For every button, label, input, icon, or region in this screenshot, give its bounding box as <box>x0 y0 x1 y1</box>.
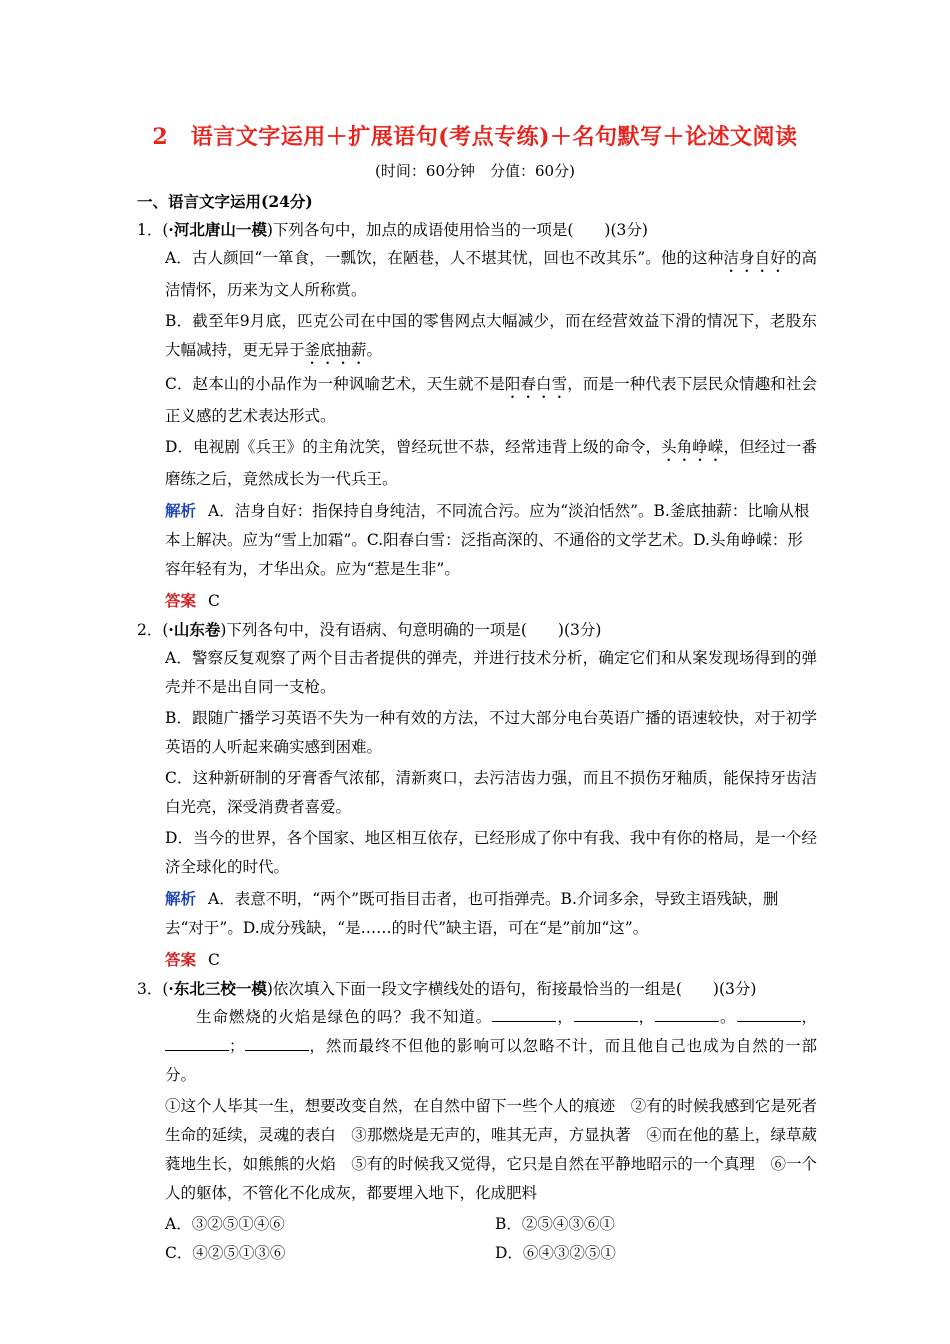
punct: ； <box>229 1037 245 1055</box>
question-source: ·河北唐山一模 <box>168 220 267 239</box>
punct: ， <box>637 1008 656 1026</box>
question-number: 2．( <box>137 621 169 639</box>
option-text: B．截至年9月底，匹克公司在中国的零售网点大幅减少，而在经营效益下滑的情况下，老股东大幅减持，更无异于 <box>165 312 817 359</box>
fill-blank <box>245 1036 309 1051</box>
passage <box>137 1003 817 1090</box>
question-text: )依次填入下面一段文字横线处的语句，衔接最恰当的一组是( )(3分) <box>266 980 757 998</box>
fill-blank <box>492 1007 556 1022</box>
answer-label: 答案 <box>165 591 197 610</box>
option-c <box>137 370 817 431</box>
option-text: ，而是一种代表下层民众情趣和社会正义感的艺术表达形式。 <box>165 375 817 425</box>
question-2-stem <box>137 618 817 642</box>
fill-blank <box>737 1007 801 1022</box>
option-c: C．这种新研制的牙膏香气浓郁，清新爽口，去污洁齿力强，而且不损伤牙釉质，能保持牙齿洁白光亮，深受消费者喜爱。 <box>165 769 817 816</box>
option-c: C．④②⑤①③⑥ <box>165 1244 286 1262</box>
content <box>137 190 817 1268</box>
answer <box>137 945 817 975</box>
punct: ， <box>800 1008 817 1026</box>
question-text: )下列各句中，加点的成语使用恰当的一项是( )(3分) <box>266 221 648 239</box>
numbered-items: ①这个人毕其一生，想要改变自然，在自然中留下一些个人的痕迹 ②有的时候我感到它是死者生命的延续，灵魂的表白 ③那燃烧是无声的，唯其无声，方显执著 ④而在他的墓上，绿草葳蕤地生长，如熊熊的火焰 ⑤有的时候我又觉得，它只是自然在平静地昭示的一个真理 ⑥一个人的躯体，不管化不化成灰，都要埋入地下，化成肥料 <box>165 1097 817 1202</box>
punct: 。 <box>719 1008 737 1026</box>
dotted-idiom: 阳春白雪 <box>504 375 568 393</box>
analysis-text: A．表意不明，“两个”既可指目击者，也可指弹壳。B.介词多余，导致主语残缺，删去“对于”。D.成分残缺，“是……的时代”缺主语，可在“是”前加“这”。 <box>165 890 779 937</box>
fill-blank <box>655 1007 719 1022</box>
dotted-idiom: 釜底抽薪 <box>304 341 367 359</box>
page-title: 2 语言文字运用＋扩展语句(考点专练)＋名句默写＋论述文阅读 <box>152 124 798 150</box>
question-1-stem <box>137 218 817 242</box>
option-a: A．警察反复观察了两个目击者提供的弹壳，并进行技术分析，确定它们和从案发现场得到的弹壳并不是出自同一支枪。 <box>165 649 817 696</box>
option-d: D．⑥④③②⑤① <box>495 1244 616 1262</box>
option-a: A．③②⑤①④⑥ <box>165 1215 285 1233</box>
choice-grid <box>137 1210 817 1268</box>
question-number: 3．( <box>137 980 169 998</box>
analysis <box>137 884 817 943</box>
option-text: D．电视剧《兵王》的主角沈笑，曾经玩世不恭，经常违背上级的命令， <box>165 438 662 456</box>
analysis <box>137 496 817 584</box>
option-text: ，但经过一番磨练之后，竟然成长为一代兵王。 <box>165 438 817 488</box>
dotted-idiom: 头角峥嵘 <box>661 438 724 456</box>
option-b: B．②⑤④③⑥① <box>495 1215 615 1233</box>
passage-text: 生命燃烧的火焰是绿色的吗？我不知道。 <box>196 1008 493 1026</box>
option-b: B．跟随广播学习英语不失为一种有效的方法，不过大部分电台英语广播的语速较快，对于初学英语的人听起来确实感到困难。 <box>165 709 817 756</box>
analysis-label: 解析 <box>165 889 197 908</box>
fill-blank <box>165 1036 229 1051</box>
answer-value: C <box>208 592 220 610</box>
question-number: 1．( <box>137 221 169 239</box>
passage-text: ，然而最终不但他的影响可以忽略不计，而且他自己也成为自然的一部分。 <box>165 1037 817 1084</box>
question-text: )下列各句中，没有语病、句意明确的一项是( )(3分) <box>220 621 602 639</box>
option-text: A．古人颜回“一箪食，一瓢饮，在陋巷，人不堪其忧，回也不改其乐”。他的这种 <box>165 249 724 267</box>
option-d <box>137 433 817 494</box>
section-heading: 一、语言文字运用(24分) <box>137 192 313 211</box>
option-text: 的高洁情怀，历来为文人所称赏。 <box>165 249 817 299</box>
question-source: ·山东卷 <box>168 620 221 639</box>
answer-label: 答案 <box>165 950 197 969</box>
option-b <box>137 307 817 368</box>
question-source: ·东北三校一模 <box>168 979 267 998</box>
page-subtitle: (时间：60分钟 分值：60分) <box>375 162 575 180</box>
analysis-label: 解析 <box>165 501 197 520</box>
option-text: C．赵本山的小品作为一种讽喻艺术，天生就不是 <box>165 375 505 393</box>
fill-blank <box>574 1007 638 1022</box>
dotted-idiom: 洁身自好 <box>723 249 786 267</box>
question-3-stem <box>137 977 817 1001</box>
punct: ， <box>556 1008 574 1026</box>
answer <box>137 586 817 616</box>
analysis-text: A．洁身自好：指保持自身纯洁，不同流合污。应为“淡泊恬然”。B.釜底抽薪：比喻从根本上解决。应为“雪上加霜”。C.阳春白雪：泛指高深的、不通俗的文学艺术。D.头角峥嵘：形容年轻有为，才华出众。应为“惹是生非”。 <box>165 502 810 578</box>
option-a <box>137 244 817 305</box>
option-text: 。 <box>366 341 383 359</box>
option-d: D．当今的世界，各个国家、地区相互依存，已经形成了你中有我、我中有你的格局，是一个经济全球化的时代。 <box>165 829 817 876</box>
answer-value: C <box>208 951 220 969</box>
